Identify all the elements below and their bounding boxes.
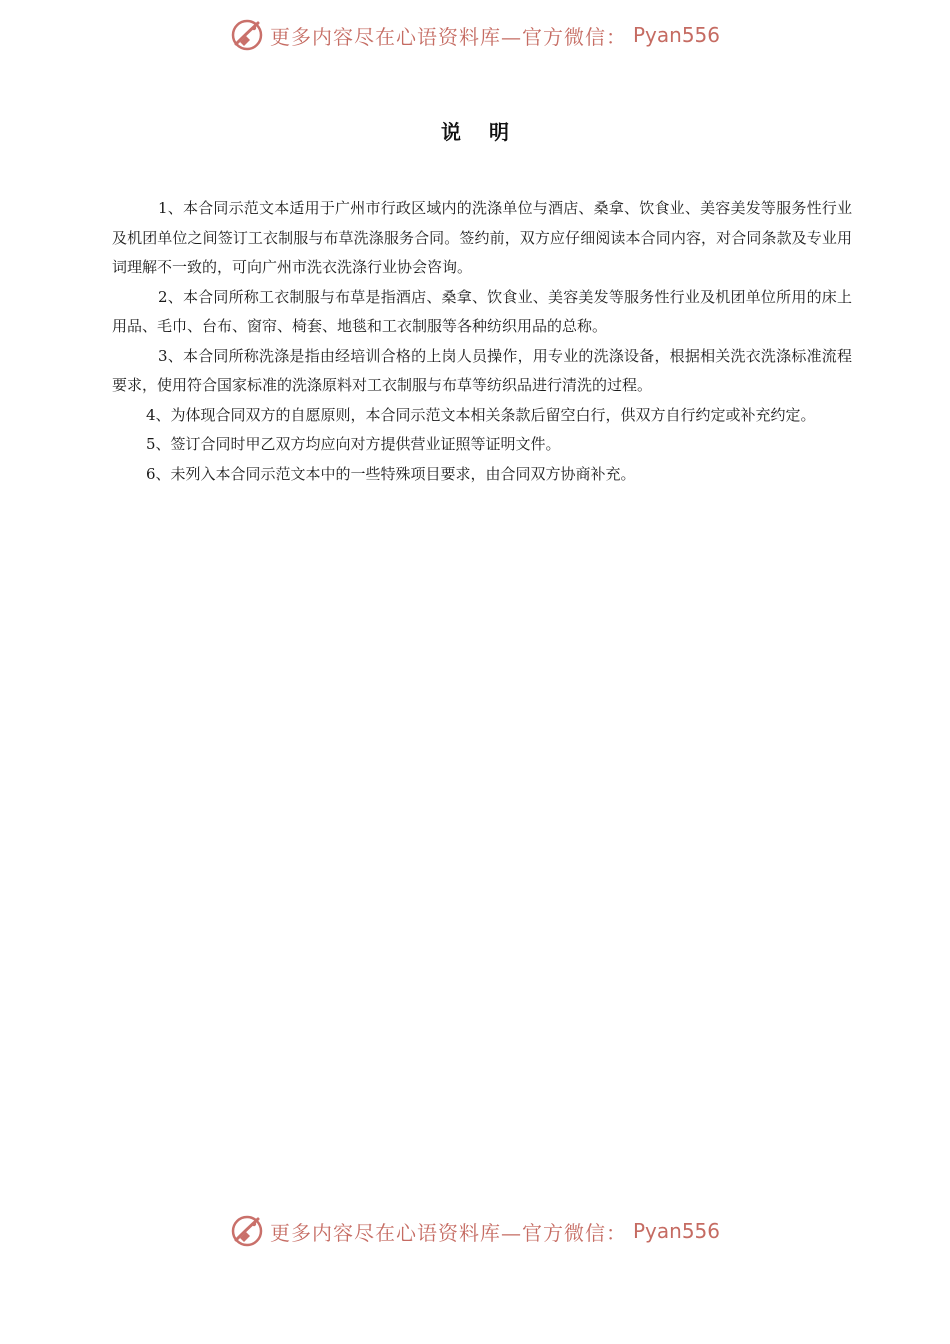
document-body <box>112 194 852 489</box>
page-title: 说明 <box>441 120 537 144</box>
paragraph-4: 4、为体现合同双方的自愿原则，本合同示范文本相关条款后留空白行，供双方自行约定或补充约定。 <box>146 405 816 424</box>
paragraph-2: 2、本合同所称工衣制服与布草是指酒店、桑拿、饮食业、美容美发等服务性行业及机团单位所用的床上用品、毛巾、台布、窗帘、椅套、地毯和工衣制服等各种纺织用品的总称。 <box>112 287 852 335</box>
paragraph-6: 6、未列入本合同示范文本中的一些特殊项目要求，由合同双方协商补充。 <box>146 464 636 483</box>
footer-watermark <box>0 1211 950 1251</box>
watermark-text: 更多内容尽在心语资料库—官方微信： <box>269 24 627 49</box>
watermark-wechat-id: Pyan556 <box>632 1219 720 1243</box>
header-watermark <box>0 15 950 55</box>
brush-pen-logo-icon <box>230 18 264 52</box>
paragraph-5: 5、签订合同时甲乙双方均应向对方提供营业证照等证明文件。 <box>146 435 561 453</box>
paragraph-3: 3、本合同所称洗涤是指由经培训合格的上岗人员操作，用专业的洗涤设备，根据相关洗衣洗涤标准流程要求，使用符合国家标准的洗涤原料对工衣制服与布草等纺织品进行清洗的过程。 <box>112 346 852 394</box>
paragraph-1: 1、本合同示范文本适用于广州市行政区域内的洗涤单位与酒店、桑拿、饮食业、美容美发等服务性行业及机团单位之间签订工衣制服与布草洗涤服务合同。签约前，双方应仔细阅读本合同内容，对合同条款及专业用词理解不一致的，可向广州市洗衣洗涤行业协会咨询。 <box>112 199 852 276</box>
watermark-wechat-id: Pyan556 <box>632 23 720 47</box>
brush-pen-logo-icon <box>230 1214 264 1248</box>
watermark-text: 更多内容尽在心语资料库—官方微信： <box>269 1220 627 1245</box>
